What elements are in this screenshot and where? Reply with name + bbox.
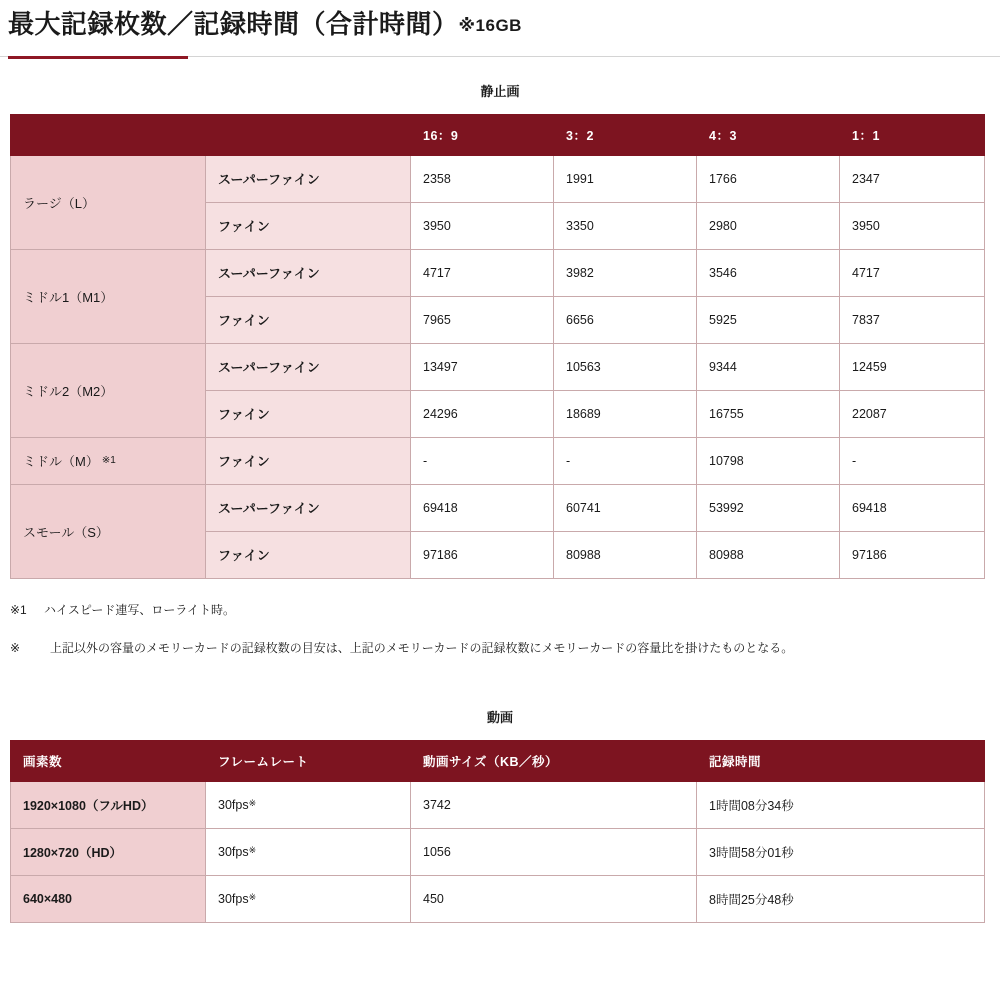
still-value: - xyxy=(411,437,554,484)
table-row xyxy=(11,343,985,390)
movie-framerate-note: ※ xyxy=(248,844,257,855)
still-value: 7837 xyxy=(840,296,985,343)
still-value: 97186 xyxy=(411,531,554,578)
movie-pixels: 640×480 xyxy=(11,875,206,922)
movie-framerate-note: ※ xyxy=(248,891,257,902)
still-quality-label: ファイン xyxy=(206,390,411,437)
movie-framerate xyxy=(206,828,411,875)
still-value: 3350 xyxy=(554,202,697,249)
still-size-middle-label: ミドル（M） xyxy=(23,454,99,470)
page-title-note: ※16GB xyxy=(458,16,522,35)
footnotes xyxy=(10,601,1000,657)
movie-col-framerate: フレームレート xyxy=(206,740,411,781)
movie-size: 450 xyxy=(411,875,697,922)
still-image-table xyxy=(10,114,985,579)
footnote-2-text: 上記以外の容量のメモリーカードの記録枚数の目安は、上記のメモリーカードの記録枚数にメモリーカードの容量比を掛けたものとなる。 xyxy=(50,640,794,655)
footnote-1-text: ハイスピード連写、ローライト時。 xyxy=(44,602,236,617)
still-size-small-label: スモール（S） xyxy=(23,524,109,540)
still-size-middle2 xyxy=(11,343,206,437)
still-quality-label: スーパーファイン xyxy=(206,155,411,202)
still-size-large xyxy=(11,155,206,249)
title-rule xyxy=(0,56,1000,59)
movie-table-body xyxy=(11,781,985,922)
movie-framerate-value: 30fps xyxy=(218,891,249,906)
still-value: 1991 xyxy=(554,155,697,202)
movie-framerate-value: 30fps xyxy=(218,844,249,859)
title-rule-accent xyxy=(8,56,188,59)
table-row xyxy=(11,875,985,922)
still-value: 12459 xyxy=(840,343,985,390)
still-quality-label: ファイン xyxy=(206,202,411,249)
still-size-middle1 xyxy=(11,249,206,343)
movie-time: 3時間58分01秒 xyxy=(697,828,985,875)
still-value: 16755 xyxy=(697,390,840,437)
movie-framerate-value: 30fps xyxy=(218,797,249,812)
footnote-2 xyxy=(10,639,1000,657)
movie-framerate xyxy=(206,781,411,828)
still-value: 80988 xyxy=(554,531,697,578)
table-row xyxy=(11,155,985,202)
still-col-blank-1 xyxy=(11,114,206,155)
still-value: 80988 xyxy=(697,531,840,578)
movie-time: 8時間25分48秒 xyxy=(697,875,985,922)
footnote-1-mark: ※1 xyxy=(10,602,27,617)
still-quality-label: ファイン xyxy=(206,437,411,484)
still-col-4-3: 4：3 xyxy=(697,114,840,155)
still-size-middle1-label: ミドル1（M1） xyxy=(23,289,114,305)
table-row xyxy=(11,828,985,875)
still-value: - xyxy=(840,437,985,484)
still-value: 10563 xyxy=(554,343,697,390)
movie-col-time: 記録時間 xyxy=(697,740,985,781)
still-value: 3950 xyxy=(411,202,554,249)
still-col-16-9: 16：9 xyxy=(411,114,554,155)
table-row xyxy=(11,249,985,296)
still-value: 9344 xyxy=(697,343,840,390)
still-table-body xyxy=(11,155,985,578)
table-row xyxy=(11,437,985,484)
movie-table-head xyxy=(11,740,985,781)
still-value: 10798 xyxy=(697,437,840,484)
still-value: 69418 xyxy=(411,484,554,531)
movie-pixels: 1920×1080（フルHD） xyxy=(11,781,206,828)
movie-col-pixels: 画素数 xyxy=(11,740,206,781)
still-value: 53992 xyxy=(697,484,840,531)
still-quality-label: スーパーファイン xyxy=(206,249,411,296)
movie-framerate-note: ※ xyxy=(248,797,257,808)
still-quality-label: スーパーファイン xyxy=(206,484,411,531)
still-value: 24296 xyxy=(411,390,554,437)
movie-table-header-row xyxy=(11,740,985,781)
still-value: 4717 xyxy=(411,249,554,296)
still-col-1-1: 1：1 xyxy=(840,114,985,155)
still-table-header-row xyxy=(11,114,985,155)
footnote-1 xyxy=(10,601,1000,619)
movie-table xyxy=(10,740,985,923)
still-quality-label: ファイン xyxy=(206,531,411,578)
still-value: 5925 xyxy=(697,296,840,343)
movie-size: 1056 xyxy=(411,828,697,875)
still-value: 7965 xyxy=(411,296,554,343)
still-value: 6656 xyxy=(554,296,697,343)
page-title xyxy=(0,0,1000,42)
still-value: 18689 xyxy=(554,390,697,437)
still-value: 1766 xyxy=(697,155,840,202)
still-value: 2358 xyxy=(411,155,554,202)
still-value: 3950 xyxy=(840,202,985,249)
still-value: - xyxy=(554,437,697,484)
table-row xyxy=(11,484,985,531)
still-value: 69418 xyxy=(840,484,985,531)
still-quality-label: ファイン xyxy=(206,296,411,343)
page-title-text: 最大記録枚数／記録時間（合計時間） xyxy=(8,9,459,39)
still-value: 60741 xyxy=(554,484,697,531)
still-value: 97186 xyxy=(840,531,985,578)
movie-section-caption: 動画 xyxy=(486,709,513,725)
movie-framerate xyxy=(206,875,411,922)
still-value: 4717 xyxy=(840,249,985,296)
still-value: 13497 xyxy=(411,343,554,390)
still-col-blank-2 xyxy=(206,114,411,155)
still-value: 22087 xyxy=(840,390,985,437)
still-table-head xyxy=(11,114,985,155)
table-row xyxy=(11,781,985,828)
movie-col-size: 動画サイズ（KB／秒） xyxy=(411,740,697,781)
still-section-caption: 静止画 xyxy=(480,83,520,99)
still-value: 3982 xyxy=(554,249,697,296)
still-size-small xyxy=(11,484,206,578)
still-value: 2980 xyxy=(697,202,840,249)
still-col-3-2: 3：2 xyxy=(554,114,697,155)
movie-time: 1時間08分34秒 xyxy=(697,781,985,828)
movie-size: 3742 xyxy=(411,781,697,828)
footnote-2-mark: ※ xyxy=(10,640,21,655)
still-size-large-label: ラージ（L） xyxy=(23,195,95,211)
still-size-middle xyxy=(11,437,206,484)
movie-pixels: 1280×720（HD） xyxy=(11,828,206,875)
still-value: 2347 xyxy=(840,155,985,202)
still-value: 3546 xyxy=(697,249,840,296)
still-size-middle2-label: ミドル2（M2） xyxy=(23,383,114,399)
still-size-middle-note: ※1 xyxy=(101,455,116,467)
still-quality-label: スーパーファイン xyxy=(206,343,411,390)
